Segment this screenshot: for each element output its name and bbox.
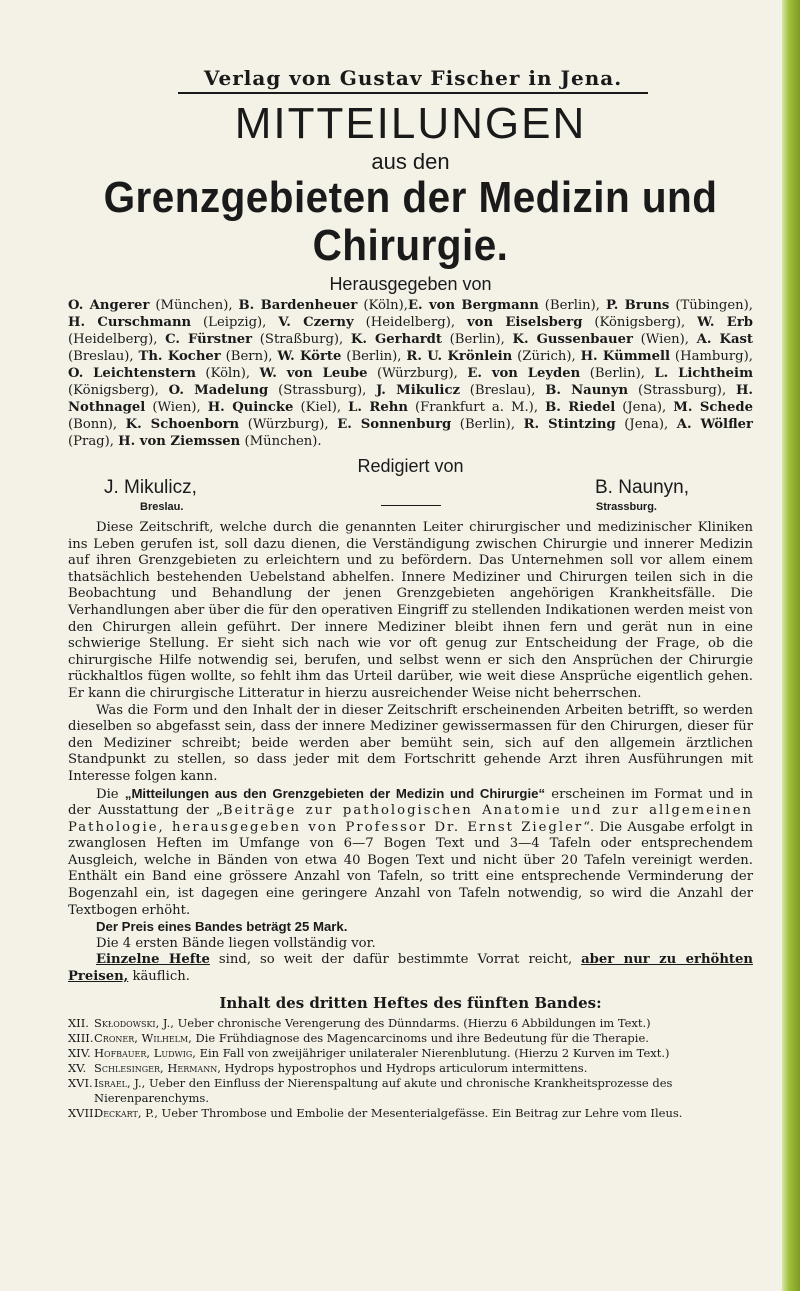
toc-article-title: Ueber den Einfluss der Nierenspaltung auf akute und chronische Krankheitsprozesse des Nierenparenchyms.: [94, 1075, 673, 1105]
editor-name: W. Körte: [277, 349, 342, 364]
editor-city: (Hamburg),: [670, 349, 753, 364]
editor-city: (Bern),: [220, 349, 278, 364]
table-of-contents: [68, 1016, 753, 1121]
editor-name: K. Gerhardt: [350, 332, 442, 347]
editor-name: von Eiselsberg: [466, 315, 583, 330]
editor-city: (München).: [240, 434, 322, 449]
editor-city: (Königsberg),: [68, 383, 169, 398]
editor-city: (Frankfurt a. M.),: [407, 400, 546, 415]
paragraph: Die „Mitteilungen aus den Grenzgebieten der Medizin und Chirurgie“ erscheinen im Format und in der Ausstattung der „Beiträge zur pathologischen Anatomie und zur allgemeinen Pathologie, herausgegeben von Professor Dr. Ernst Ziegler“. Die Ausgabe erfolgt in zwanglosen Heften im Umfange von 6—7 Bogen Text und 3—4 Tafeln oder entsprechendem Ausgleich, welche in Bänden von etwa 40 Bogen Text und nicht über 20 Tafeln vereinigt werden. Enthält ein Band eine grössere Anzahl von Tafeln, so tritt eine entsprechende Verminderung der Bogenzahl ein, ist dagegen eine geringere Anzahl von Tafeln notwendig, so wird die Anzahl der Textbogen erhöht.: [68, 785, 753, 918]
toc-entry: [94, 1016, 753, 1031]
toc-item: [68, 1016, 753, 1031]
editor-city: (Wien),: [633, 332, 697, 347]
editor-name: B. Riedel: [545, 400, 616, 415]
toc-item: [68, 1031, 753, 1046]
editor-name: W. Erb: [697, 315, 753, 330]
toc-author: Israel, J.,: [94, 1075, 146, 1090]
toc-item: [68, 1076, 753, 1106]
toc-number: XVI.: [68, 1075, 93, 1090]
journal-subject: Grenzgebieten der Medizin und Chirurgie.: [103, 173, 718, 270]
toc-number: XIV.: [68, 1045, 91, 1060]
editor-city: (Berlin),: [580, 366, 655, 381]
editor-city: (Bonn),: [68, 417, 126, 432]
editor-name: P. Bruns: [605, 298, 670, 313]
chief-editor-cities: [68, 501, 753, 513]
chief-editors: [68, 477, 753, 499]
paragraph: Die 4 ersten Bände liegen vollständig vor.: [96, 935, 376, 951]
editor-city: (Würzburg),: [367, 366, 468, 381]
editor-city: (Würzburg),: [239, 417, 338, 432]
editor-city: (Berlin),: [442, 332, 513, 347]
toc-entry: [94, 1061, 753, 1076]
aus-den: aus den: [371, 149, 450, 174]
paragraph: Was die Form und den Inhalt der in dieser Zeitschrift erscheinenden Arbeiten betrifft, so werden dieselben so abgefasst sein, dass der innere Mediziner gewissermassen für den Chirurgen, dieser für den Mediziner schreibt; beide werden aber bemüht sein, sich auf den allgemein ärztlichen Standpunkt zu stellen, so dass jeder mit dem Fortschritt gehende Arzt ihren Ausführungen mit Interesse folgen kann.: [68, 702, 753, 784]
editor-city: (München),: [149, 298, 239, 313]
toc-author: Skłodowski, J.,: [94, 1015, 174, 1030]
toc-article-title: Ueber chronische Verengerung des Dünndarms. (Hierzu 6 Abbildungen im Text.): [173, 1015, 651, 1030]
price-line: Der Preis eines Bandes beträgt 25 Mark.: [96, 919, 348, 935]
editor-city: (Prag),: [68, 434, 119, 449]
editor-city: (Berlin),: [538, 298, 606, 313]
redigiert-label: Redigiert von: [357, 456, 464, 476]
editor-city: (Strassburg),: [628, 383, 736, 398]
editor-name: V. Czerny: [278, 315, 354, 330]
toc-entry: [94, 1031, 753, 1046]
toc-entry: [94, 1046, 753, 1061]
toc-number: XV.: [68, 1060, 87, 1075]
toc-number: XVII.: [68, 1105, 98, 1120]
toc-entry: [94, 1106, 753, 1121]
editor-city: (Königsberg),: [582, 315, 698, 330]
toc-article-title: Die Frühdiagnose des Magencarcinoms und ihre Bedeutung für die Therapie.: [191, 1030, 649, 1045]
editor-city: (Straßburg),: [252, 332, 351, 347]
editor-city: (Breslau),: [68, 349, 139, 364]
toc-author: Croner, Wilhelm,: [94, 1030, 192, 1045]
toc-item: [68, 1061, 753, 1076]
divider: [381, 505, 441, 506]
toc-title: Inhalt des dritten Heftes des fünften Bandes:: [219, 993, 602, 1012]
editor-name: K. Gussenbauer: [512, 332, 633, 347]
toc-article-title: Ein Fall von zweijähriger unilateraler Nierenblutung. (Hierzu 2 Kurven im Text.): [195, 1045, 670, 1060]
toc-item: [68, 1046, 753, 1061]
editor-city: (Strassburg),: [268, 383, 377, 398]
toc-article-title: Ueber Thrombose und Embolie der Mesenterialgefässe. Ein Beitrag zur Lehre vom Ileus.: [157, 1105, 683, 1120]
editor-city: (Breslau),: [459, 383, 546, 398]
herausgegeben-label: Herausgegeben von: [329, 274, 492, 294]
toc-author: Schlesinger, Hermann,: [94, 1060, 221, 1075]
editor-name: R. Stintzing: [523, 417, 616, 432]
chief-editor-name: J. Mikulicz,: [104, 477, 197, 498]
editor-city: (Kiel),: [293, 400, 349, 415]
editor-name: J. Mikulicz: [376, 383, 460, 398]
editor-name: K. Schoenborn: [125, 417, 240, 432]
editor-city: (Jena),: [615, 400, 674, 415]
journal-name-bold: „Mitteilungen aus den Grenzgebieten der Medizin und Chirurgie“: [124, 785, 546, 801]
editor-name: A. Kast: [696, 332, 754, 347]
toc-item: [68, 1106, 753, 1121]
editor-city: (Tübingen),: [669, 298, 753, 313]
editor-name: C. Fürstner: [165, 332, 253, 347]
toc-author: Deckart, P.,: [94, 1105, 158, 1120]
publisher-line: Verlag von Gustav Fischer in Jena.: [178, 66, 648, 94]
toc-article-title: Hydrops hypostrophos und Hydrops articulorum intermittens.: [220, 1060, 588, 1075]
editor-name: O. Angerer: [68, 298, 150, 313]
editor-city: (Leipzig),: [191, 315, 279, 330]
editor-name: B. Bardenheuer: [238, 298, 358, 313]
editor-name: M. Schede: [673, 400, 753, 415]
editor-city: (Berlin),: [341, 349, 407, 364]
editor-city: (Köln),: [195, 366, 260, 381]
toc-entry: [94, 1076, 753, 1106]
editor-city: (Jena),: [615, 417, 677, 432]
paragraph: Einzelne Hefte sind, so weit der dafür bestimmte Vorrat reicht, aber nur zu erhöhten Preisen, käuflich.: [68, 952, 753, 985]
editor-name: L. Lichtheim: [654, 366, 754, 381]
paragraph: Diese Zeitschrift, welche durch die genannten Leiter chirurgischer und medizinischer Kliniken ins Leben gerufen ist, soll dazu dienen, die Verständigung zwischen Chirurgie und innerer Medizin auf ihren Grenzgebieten zu erleichtern und zu befördern. Das Unternehmen soll vor allem einem thatsächlich bestehenden Uebelstand abhelfen. Innere Mediziner und Chirurgen teilen sich in die Beobachtung und Behandlung der jenen Grenzgebieten angehörigen Krankheitsfälle. Die Verhandlungen aber über die für den operativen Eingriff zu stellenden Indikationen werden meist von den Chirurgen allein geführt. Der innere Mediziner bleibt ihnen fern und gerät nun in eine schwierige Stellung. Er sieht sich nach wie vor oft genug zur Entscheidung der Frage, ob die chirurgische Hilfe notwendig sei, berufen, und selbst wenn er sich den Ansprüchen der Chirurgie rückhaltlos fügen wollte, so fehlt ihm das Urteil darüber, wie weit diese Ansprüche eigentlich gehen. Er kann die chirurgische Litteratur in hierzu ausreichender Weise nicht beherrschen.: [68, 520, 753, 701]
toc-number: XII.: [68, 1015, 89, 1030]
toc-author: Hofbauer, Ludwig,: [94, 1045, 196, 1060]
editor-name: A. Wölfler: [676, 417, 753, 432]
editor-name: Th. Kocher: [138, 349, 221, 364]
editor-name: W. von Leube: [259, 366, 368, 381]
editor-city: (Zürich),: [512, 349, 581, 364]
einzelne-hefte: Einzelne Hefte: [96, 952, 210, 968]
editor-name: E. Sonnenburg: [337, 417, 452, 432]
editor-name: E. von Leyden: [467, 366, 581, 381]
toc-number: XIII.: [68, 1030, 94, 1045]
editor-name: B. Naunyn: [545, 383, 629, 398]
editors-list: [68, 297, 753, 450]
editor-name: O. Leichtenstern: [68, 366, 196, 381]
editor-name: L. Rehn: [348, 400, 408, 415]
editor-city: (Heidelberg),: [68, 332, 166, 347]
editor-city: (Berlin),: [451, 417, 524, 432]
editor-name: H. Curschmann: [68, 315, 192, 330]
page-edge-strip: [782, 0, 800, 1291]
beitraege-title: Beiträge zur pathologischen Anatomie und zur allgemeinen Pathologie, herausgegeben von Professor Dr. Ernst Ziegler: [68, 803, 753, 835]
editor-name: H. Quincke: [207, 400, 294, 415]
advertisement-page: [68, 48, 753, 1121]
journal-title: MITTEILUNGEN: [234, 99, 587, 148]
editor-name: E. von Bergmann: [407, 298, 539, 313]
erhoehte-preise: aber nur zu erhöhten Preisen,: [68, 952, 753, 985]
editor-name: R. U. Krönlein: [406, 349, 513, 364]
editor-city: (Heidelberg),: [353, 315, 467, 330]
editor-name: H. Nothnagel: [68, 383, 754, 415]
editor-name: O. Madelung: [168, 383, 269, 398]
description-text: [68, 520, 753, 986]
chief-editor-city: Strassburg.: [595, 501, 657, 513]
chief-editor-city: Breslau.: [140, 501, 184, 513]
editor-city: (Köln),: [357, 298, 408, 313]
chief-editor-name: B. Naunyn,: [595, 477, 689, 498]
editor-city: (Wien),: [145, 400, 208, 415]
editor-name: H. von Ziemssen: [118, 434, 241, 449]
editor-name: H. Kümmell: [580, 349, 671, 364]
